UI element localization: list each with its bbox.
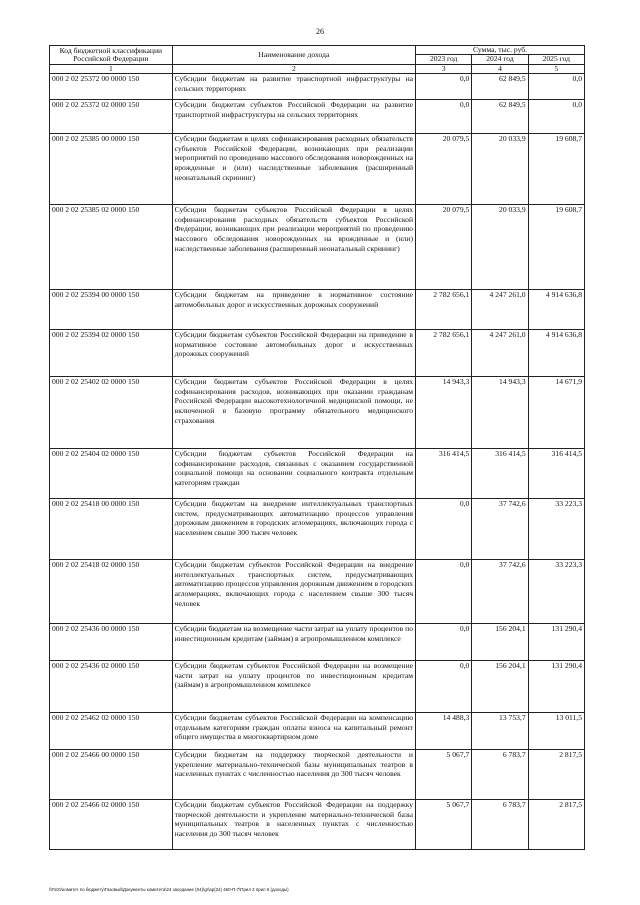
value-2023-cell: 0,0 xyxy=(416,560,472,624)
header-name: Наименование дохода xyxy=(172,46,415,65)
budget-table xyxy=(49,45,585,850)
value-2024-cell: 6 783,7 xyxy=(472,750,528,800)
value-2024-cell: 13 753,7 xyxy=(472,713,528,750)
code-cell: 000 2 02 25385 00 0000 150 xyxy=(50,134,173,205)
value-2025-cell: 131 290,4 xyxy=(528,661,584,713)
value-2024-cell: 37 742,6 xyxy=(472,560,528,624)
table-row xyxy=(50,330,585,377)
code-cell: 000 2 02 25418 00 0000 150 xyxy=(50,499,173,560)
name-cell: Субсидии бюджетам на поддержку творческой деятельности и укрепление материально-технической базы муниципальных театров в населенных пунктах с численностью населения до 300 тысяч человек xyxy=(172,750,415,800)
table-row xyxy=(50,624,585,661)
name-cell: Субсидии бюджетам субъектов Российской Федерации в целях софинансирования расходов, возникающих при оказании гражданам Российской Федерации высокотехнологичной медицинской помощи, не включенной в базовую программу обязательного медицинского страхования xyxy=(172,377,415,449)
column-number: 2 xyxy=(172,64,415,73)
table-row xyxy=(50,290,585,330)
name-cell: Субсидии бюджетам субъектов Российской Федерации на софинансирование расходов, связанных с оказанием государственной социальной помощи на основании социального контракта отдельным категориям граждан xyxy=(172,449,415,499)
value-2023-cell: 2 782 656,1 xyxy=(416,330,472,377)
column-number: 5 xyxy=(528,64,584,73)
column-number: 1 xyxy=(50,64,173,73)
value-2024-cell: 156 204,1 xyxy=(472,661,528,713)
table-body xyxy=(50,74,585,850)
value-2025-cell: 13 011,5 xyxy=(528,713,584,750)
code-cell: 000 2 02 25462 02 0000 150 xyxy=(50,713,173,750)
value-2023-cell: 0,0 xyxy=(416,74,472,100)
table-row xyxy=(50,205,585,290)
code-cell: 000 2 02 25436 00 0000 150 xyxy=(50,624,173,661)
code-cell: 000 2 02 25466 02 0000 150 xyxy=(50,800,173,850)
value-2023-cell: 20 079,5 xyxy=(416,134,472,205)
value-2023-cell: 0,0 xyxy=(416,100,472,134)
value-2025-cell: 14 671,9 xyxy=(528,377,584,449)
code-cell: 000 2 02 25394 00 0000 150 xyxy=(50,290,173,330)
name-cell: Субсидии бюджетам в целях софинансирования расходных обязательств субъектов Российской Федерации, возникающих при реализации мероприятий по проведению массового обследования новорожденных на врожденные и (или) наследственные заболевания (расширенный неонатальный скрининг) xyxy=(172,134,415,205)
value-2023-cell: 5 067,7 xyxy=(416,750,472,800)
table-header xyxy=(50,46,585,74)
table-row xyxy=(50,661,585,713)
table-row xyxy=(50,499,585,560)
value-2023-cell: 14 943,3 xyxy=(416,377,472,449)
header-year-2025: 2025 год xyxy=(528,55,584,64)
value-2023-cell: 5 067,7 xyxy=(416,800,472,850)
name-cell: Субсидии бюджетам на внедрение интеллектуальных транспортных систем, предусматривающих автоматизацию процессов управления дорожным движением в городских агломерациях, включающих города с населением свыше 300 тысяч человек xyxy=(172,499,415,560)
name-cell: Субсидии бюджетам субъектов Российской Федерации на внедрение интеллектуальных транспортных систем, предусматривающих автоматизацию процессов управления дорожным движением в городских агломерациях, включающих города с населением свыше 300 тысяч человек xyxy=(172,560,415,624)
value-2023-cell: 14 488,3 xyxy=(416,713,472,750)
code-cell: 000 2 02 25402 02 0000 150 xyxy=(50,377,173,449)
code-cell: 000 2 02 25436 02 0000 150 xyxy=(50,661,173,713)
value-2023-cell: 20 079,5 xyxy=(416,205,472,290)
value-2025-cell: 2 817,5 xyxy=(528,750,584,800)
name-cell: Субсидии бюджетам на приведение в нормативное состояние автомобильных дорог и искусственных дорожных сооружений xyxy=(172,290,415,330)
value-2025-cell: 2 817,5 xyxy=(528,800,584,850)
table-row xyxy=(50,377,585,449)
column-numbers-row xyxy=(50,64,585,73)
table-row xyxy=(50,100,585,134)
value-2025-cell: 0,0 xyxy=(528,100,584,134)
value-2025-cell: 0,0 xyxy=(528,74,584,100)
table-row xyxy=(50,134,585,205)
name-cell: Субсидии бюджетам субъектов Российской Федерации в целях софинансирования расходных обязательств субъектов Российской Федерации, возникающих при реализации мероприятий по проведению массового обследования новорожденных на врожденные и (или) наследственные заболевания (расширенный неонатальный скрининг) xyxy=(172,205,415,290)
value-2025-cell: 316 414,5 xyxy=(528,449,584,499)
name-cell: Субсидии бюджетам на возмещение части затрат на уплату процентов по инвестиционным кредитам (займам) в агропромышленном комплексе xyxy=(172,624,415,661)
code-cell: 000 2 02 25385 02 0000 150 xyxy=(50,205,173,290)
column-number: 4 xyxy=(472,64,528,73)
table-row xyxy=(50,560,585,624)
value-2024-cell: 4 247 261,0 xyxy=(472,330,528,377)
value-2025-cell: 4 914 636,8 xyxy=(528,290,584,330)
header-sum: Сумма, тыс. руб. xyxy=(416,46,585,55)
name-cell: Субсидии бюджетам субъектов Российской Федерации на возмещение части затрат на уплату процентов по инвестиционным кредитам (займам) в агропромышленном комплексе xyxy=(172,661,415,713)
name-cell: Субсидии бюджетам субъектов Российской Федерации на компенсацию отдельным категориям граждан оплаты взноса на капитальный ремонт общего имущества в многоквартирном доме xyxy=(172,713,415,750)
value-2023-cell: 0,0 xyxy=(416,624,472,661)
code-cell: 000 2 02 25372 02 0000 150 xyxy=(50,100,173,134)
table-row xyxy=(50,449,585,499)
code-cell: 000 2 02 25394 02 0000 150 xyxy=(50,330,173,377)
header-code: Код бюджетной классификации Российской Федерации xyxy=(50,46,173,65)
table-row xyxy=(50,750,585,800)
header-year-2023: 2023 год xyxy=(416,55,472,64)
value-2024-cell: 37 742,6 xyxy=(472,499,528,560)
column-number: 3 xyxy=(416,64,472,73)
value-2025-cell: 33 223,3 xyxy=(528,560,584,624)
value-2024-cell: 20 033,9 xyxy=(472,134,528,205)
table-row xyxy=(50,713,585,750)
value-2025-cell: 131 290,4 xyxy=(528,624,584,661)
value-2024-cell: 316 414,5 xyxy=(472,449,528,499)
name-cell: Субсидии бюджетам субъектов Российской Федерации на приведение в нормативное состояние автомобильных дорог и искусственных дорожных сооружений xyxy=(172,330,415,377)
table-row xyxy=(50,800,585,850)
name-cell: Субсидии бюджетам на развитие транспортной инфраструктуры на сельских территориях xyxy=(172,74,415,100)
value-2024-cell: 62 849,5 xyxy=(472,74,528,100)
value-2024-cell: 20 033,9 xyxy=(472,205,528,290)
code-cell: 000 2 02 25466 00 0000 150 xyxy=(50,750,173,800)
code-cell: 000 2 02 25372 00 0000 150 xyxy=(50,74,173,100)
value-2024-cell: 4 247 261,0 xyxy=(472,290,528,330)
value-2025-cell: 33 223,3 xyxy=(528,499,584,560)
value-2025-cell: 19 608,7 xyxy=(528,205,584,290)
value-2024-cell: 6 783,7 xyxy=(472,800,528,850)
page-number: 26 xyxy=(316,27,324,36)
name-cell: Субсидии бюджетам субъектов Российской Федерации на развитие транспортной инфраструктуры на сельских территориях xyxy=(172,100,415,134)
value-2023-cell: 2 782 656,1 xyxy=(416,290,472,330)
code-cell: 000 2 02 25418 02 0000 150 xyxy=(50,560,173,624)
value-2025-cell: 19 608,7 xyxy=(528,134,584,205)
value-2024-cell: 14 943,3 xyxy=(472,377,528,449)
value-2023-cell: 0,0 xyxy=(416,499,472,560)
table-row xyxy=(50,74,585,100)
value-2024-cell: 62 849,5 xyxy=(472,100,528,134)
code-cell: 000 2 02 25404 02 0000 150 xyxy=(50,449,173,499)
footer-file-path: \\Fs01\комитет по бюджету\Газовый\Документы комитета\24 заседание (04)\gr\ap(24) 460-П-7\Прил 2 прил 5 (доходы) xyxy=(49,887,289,892)
value-2025-cell: 4 914 636,8 xyxy=(528,330,584,377)
name-cell: Субсидии бюджетам субъектов Российской Федерации на поддержку творческой деятельности и укрепление материально-технической базы муниципальных театров в населенных пунктах с численностью населения до 300 тысяч человек xyxy=(172,800,415,850)
value-2023-cell: 316 414,5 xyxy=(416,449,472,499)
header-year-2024: 2024 год xyxy=(472,55,528,64)
value-2023-cell: 0,0 xyxy=(416,661,472,713)
value-2024-cell: 156 204,1 xyxy=(472,624,528,661)
